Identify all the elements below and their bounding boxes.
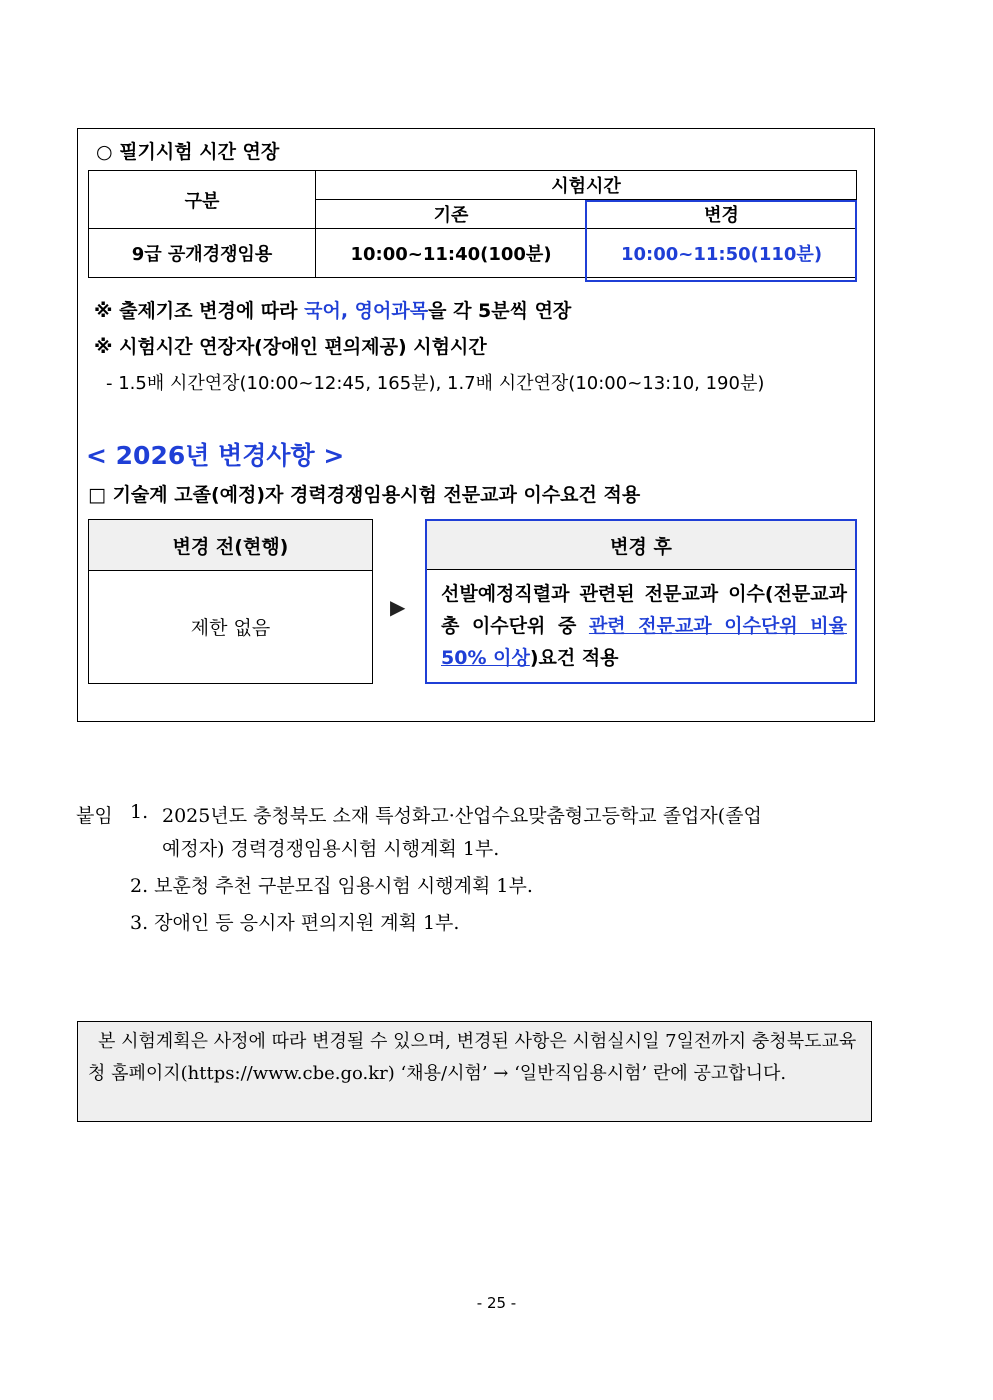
- before-change-box: [88, 519, 373, 684]
- after-body-highlight: 관련 전문교과 이수단위 비율 50% 이상: [441, 615, 847, 669]
- page-number: - 25 -: [476, 1294, 517, 1312]
- header-after: 변경: [587, 200, 857, 229]
- notice-box: [77, 1021, 872, 1122]
- after-change-body: [427, 570, 855, 674]
- note1-prefix: ※ 출제기조 변경에 따라: [94, 300, 305, 322]
- section-title-exam-time: ○ 필기시험 시간 연장: [96, 141, 280, 163]
- header-category: 구분: [89, 171, 316, 229]
- changes-2026-heading: < 2026년 변경사항 >: [86, 441, 345, 470]
- attachment-3: 3. 장애인 등 응시자 편의지원 계획 1부.: [130, 912, 460, 934]
- note-subject-extension: [94, 296, 571, 323]
- attachment-1-line1: 2025년도 충청북도 소재 특성화고·산업수요맞춤형고등학교 졸업자(졸업: [162, 805, 762, 827]
- after-body-suffix: )요건 적용: [529, 647, 619, 669]
- before-change-header: 변경 전(현행): [89, 520, 372, 571]
- attachment-2: 2. 보훈청 추천 구분모집 임용시험 시행계획 1부.: [130, 875, 533, 897]
- before-change-body: 제한 없음: [190, 616, 271, 639]
- header-before: 기존: [316, 200, 587, 229]
- row-after-time: 10:00~11:50(110분): [587, 229, 857, 278]
- row-before-time: 10:00~11:40(100분): [316, 229, 587, 278]
- note1-suffix: 을 각 5분씩 연장: [428, 300, 572, 322]
- attachment-1-line2: 예정자) 경력경쟁임용시험 시행계획 1부.: [162, 838, 500, 860]
- row-label: 9급 공개경쟁임용: [89, 229, 316, 278]
- arrow-right-icon: ▶: [390, 595, 406, 619]
- note-disability-time: ※ 시험시간 연장자(장애인 편의제공) 시험시간: [94, 336, 487, 358]
- after-change-header: 변경 후: [427, 521, 855, 570]
- after-body-prefix: 선발예정직렬과 관련된 전문교과 이수(전문교과 총 이수단위 중: [441, 583, 847, 637]
- after-change-box: [425, 519, 857, 684]
- attachment-1-number: 1.: [130, 801, 149, 823]
- notice-text: 본 시험계획은 사정에 따라 변경될 수 있으며, 변경된 사항은 시험실시일 7일전까지 충청북도교육청 홈페이지(https://www.cbe.go.kr) ‘채용/시험’ → ‘일반직임용시험’ 란에 공고합니다.: [88, 1031, 857, 1084]
- changed-column-highlight: [585, 200, 857, 282]
- tech-graduate-subheading: □ 기술계 고졸(예정)자 경력경쟁임용시험 전문교과 이수요건 적용: [88, 484, 641, 506]
- attachment-label: 붙임: [76, 805, 113, 827]
- header-exam-time: 시험시간: [316, 171, 857, 200]
- note-extension-detail: - 1.5배 시간연장(10:00~12:45, 165분), 1.7배 시간연장(10:00~13:10, 190분): [106, 373, 765, 394]
- note1-highlight: 국어, 영어과목: [304, 300, 429, 322]
